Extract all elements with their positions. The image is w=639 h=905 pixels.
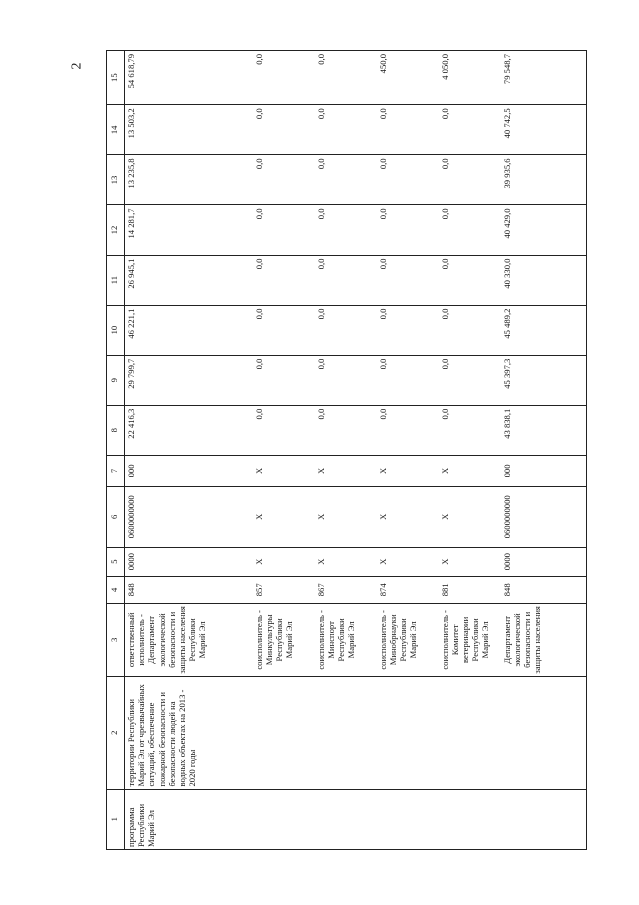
cell-col-14: 0,0 [253,105,315,155]
cell-col-14: 0,0 [315,105,377,155]
column-header-11: 11 [107,255,125,305]
column-header-5: 5 [107,547,125,576]
cell-col-13: 0,0 [315,155,377,205]
cell-col-7: Х [439,455,501,486]
cell-col-12: 0,0 [315,205,377,255]
cell-col-3: соисполнитель - Минкультуры Республики Марий Эл [253,603,315,676]
cell-col-11: 0,0 [439,255,501,305]
cell-col-3: соисполнитель - Минспорт Республики Марий Эл [315,603,377,676]
cell-col-2 [501,676,587,789]
cell-col-5: Х [439,547,501,576]
cell-col-8: 0,0 [377,405,439,455]
cell-col-12: 40 429,0 [501,205,587,255]
cell-col-13: 39 935,6 [501,155,587,205]
column-header-7: 7 [107,455,125,486]
budget-table [106,50,587,850]
cell-col-9: 29 799,7 [125,355,253,405]
cell-col-2 [253,676,315,789]
column-header-10: 10 [107,305,125,355]
cell-col-14: 0,0 [439,105,501,155]
cell-col-8: 0,0 [439,405,501,455]
cell-col-11: 40 330,0 [501,255,587,305]
cell-col-10: 0,0 [439,305,501,355]
cell-col-12: 0,0 [253,205,315,255]
column-header-8: 8 [107,405,125,455]
cell-col-3: соисполнитель - Минобрнауки Республики Марий Эл [377,603,439,676]
cell-col-1 [315,789,377,849]
cell-col-4: 848 [501,576,587,603]
cell-col-15: 4 050,0 [439,51,501,105]
cell-col-14: 13 503,2 [125,105,253,155]
cell-col-10: 45 489,2 [501,305,587,355]
cell-col-5: Х [377,547,439,576]
cell-col-9: 0,0 [315,355,377,405]
cell-col-11: 0,0 [377,255,439,305]
cell-col-9: 0,0 [439,355,501,405]
cell-col-5: Х [315,547,377,576]
table-row [253,51,315,850]
column-header-3: 3 [107,603,125,676]
cell-col-5: 0000 [501,547,587,576]
cell-col-10: 0,0 [377,305,439,355]
cell-col-4: 848 [125,576,253,603]
column-header-13: 13 [107,155,125,205]
column-header-12: 12 [107,205,125,255]
table-row [501,51,587,850]
cell-col-15: 0,0 [253,51,315,105]
cell-col-9: 45 397,3 [501,355,587,405]
column-header-6: 6 [107,487,125,547]
table-row [377,51,439,850]
column-header-4: 4 [107,576,125,603]
cell-col-3: Департамент экологической безопасности и защиты населения [501,603,587,676]
cell-col-8: 0,0 [253,405,315,455]
column-header-2: 2 [107,676,125,789]
cell-col-6: Х [439,487,501,547]
cell-col-13: 0,0 [377,155,439,205]
cell-col-8: 43 838,1 [501,405,587,455]
header-row [107,51,125,850]
cell-col-2 [315,676,377,789]
cell-col-1 [253,789,315,849]
column-header-15: 15 [107,51,125,105]
cell-col-5: Х [253,547,315,576]
cell-col-9: 0,0 [253,355,315,405]
cell-col-11: 26 945,1 [125,255,253,305]
cell-col-4: 881 [439,576,501,603]
page-number: 2 [69,62,85,70]
cell-col-10: 46 221,1 [125,305,253,355]
cell-col-8: 0,0 [315,405,377,455]
cell-col-4: 857 [253,576,315,603]
column-header-9: 9 [107,355,125,405]
cell-col-13: 13 235,8 [125,155,253,205]
cell-col-15: 79 548,7 [501,51,587,105]
cell-col-12: 0,0 [377,205,439,255]
cell-col-2 [377,676,439,789]
cell-col-13: 0,0 [439,155,501,205]
cell-col-5: 0000 [125,547,253,576]
cell-col-6: Х [253,487,315,547]
cell-col-13: 0,0 [253,155,315,205]
cell-col-15: 0,0 [315,51,377,105]
cell-col-2 [439,676,501,789]
cell-col-1 [377,789,439,849]
cell-col-7: Х [315,455,377,486]
cell-col-6: Х [315,487,377,547]
cell-col-14: 40 742,5 [501,105,587,155]
cell-col-6: Х [377,487,439,547]
table-row [439,51,501,850]
column-header-1: 1 [107,789,125,849]
table-row [315,51,377,850]
cell-col-12: 0,0 [439,205,501,255]
cell-col-11: 0,0 [253,255,315,305]
cell-col-11: 0,0 [315,255,377,305]
cell-col-2: территории Республики Марий Эл от чрезвычайных ситуаций, обеспечение пожарной безопасности и безопасности людей на водных объектах на 2013 - 2020 годы [125,676,253,789]
cell-col-14: 0,0 [377,105,439,155]
cell-col-7: 000 [501,455,587,486]
cell-col-1 [501,789,587,849]
cell-col-6: 0600000000 [501,487,587,547]
cell-col-10: 0,0 [253,305,315,355]
cell-col-4: 867 [315,576,377,603]
cell-col-15: 54 618,79 [125,51,253,105]
cell-col-1: программа Республики Марий Эл [125,789,253,849]
cell-col-10: 0,0 [315,305,377,355]
cell-col-4: 874 [377,576,439,603]
cell-col-3: ответственный исполнитель - Департамент экологической безопасности и защиты населения Республики Марий Эл [125,603,253,676]
cell-col-15: 450,0 [377,51,439,105]
cell-col-7: Х [377,455,439,486]
cell-col-7: 000 [125,455,253,486]
cell-col-1 [439,789,501,849]
cell-col-6: 0600000000 [125,487,253,547]
cell-col-12: 14 281,7 [125,205,253,255]
column-header-14: 14 [107,105,125,155]
cell-col-8: 22 416,3 [125,405,253,455]
table-row [125,51,253,850]
table-body [125,51,587,850]
rotated-table-wrapper [106,50,543,850]
cell-col-9: 0,0 [377,355,439,405]
cell-col-7: Х [253,455,315,486]
cell-col-3: соисполнитель - Комитет ветеринарии Республики Марий Эл [439,603,501,676]
